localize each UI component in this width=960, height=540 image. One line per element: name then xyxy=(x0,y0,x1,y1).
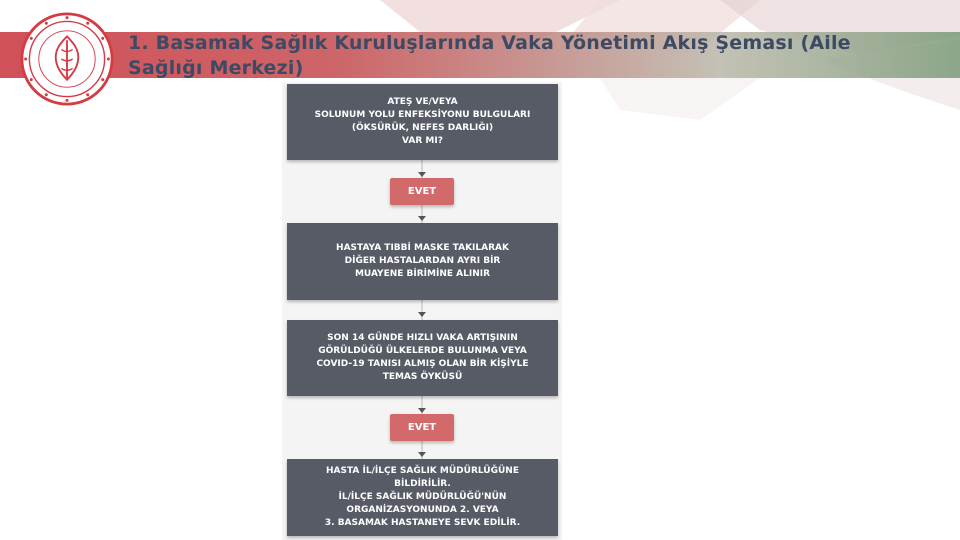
arrow-down-icon xyxy=(418,216,426,221)
flow-step-text: ATEŞ VE/VEYA SOLUNUM YOLU ENFEKSİYONU BULGULARI (ÖKSÜRÜK, NEFES DARLIĞI) VAR MI? xyxy=(314,97,531,146)
yes-text: EVET xyxy=(407,186,437,197)
arrow-down-icon xyxy=(418,312,426,317)
flow-step-text: SON 14 GÜNDE HIZLI VAKA ARTIŞININ GÖRÜLDÜĞÜ ÜLKELERDE BULUNMA VEYA COVID-19 TANISI ALMIŞ OLAN BİR KİŞİYLE TEMAS ÖYKÜSÜ xyxy=(316,333,529,382)
flow-yes-label xyxy=(390,414,454,441)
flow-step-referral xyxy=(287,459,558,536)
flow-step-text: HASTAYA TIBBİ MASKE TAKILARAK DİĞER HASTALARDAN AYRI BİR MUAYENE BİRİMİNE ALINIR xyxy=(336,243,509,279)
flow-yes-label xyxy=(390,178,454,205)
arrow-down-icon xyxy=(418,172,426,177)
flow-step-symptom-check xyxy=(287,84,558,160)
ministry-of-health-seal-icon xyxy=(20,12,114,106)
flow-step-contact-history xyxy=(287,320,558,396)
page-title: 1. Basamak Sağlık Kuruluşlarında Vaka Yönetimi Akış Şeması (Aile Sağlığı Merkezi) xyxy=(128,32,851,79)
arrow-down-icon xyxy=(418,408,426,413)
flow-step-mask-isolation xyxy=(287,223,558,300)
arrow-down-icon xyxy=(418,452,426,457)
yes-text: EVET xyxy=(407,422,437,433)
connector-line xyxy=(421,300,423,320)
flow-step-text: HASTA İL/İLÇE SAĞLIK MÜDÜRLÜĞÜNE BİLDİRİLİR. İL/İLÇE SAĞLIK MÜDÜRLÜĞÜ'NÜN ORGANİZASYONUNDA 2. VEYA 3. BASAMAK HASTANEYE SEVK EDİLİR. xyxy=(324,466,521,528)
